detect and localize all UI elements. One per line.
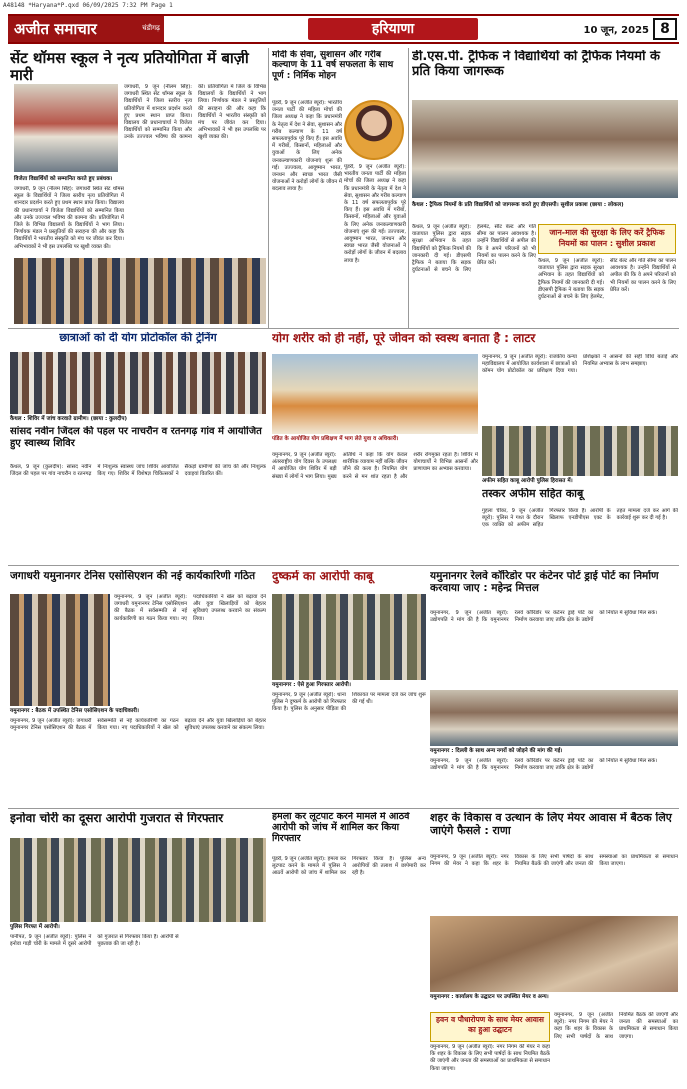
article-body: यमुनानगर, 9 जून (अजीत ब्यूरो): अंतरराष्ट्रीय योग दिवस के उपलक्ष्य में आयोजित योग शिविर में बड़ी संख्या में लोगों ने भाग लिया। मुख्य अतिथि ने कहा कि योग केवल शारीरिक व्यायाम नहीं बल्कि जीवन जीने की कला है। नियमित योग करने से मन शांत रहता है और शरीर रोगमुक्त रहता है। शिविर में योगाचार्यों ने विभिन्न आसनों और प्राणायाम का अभ्यास करवाया। (272, 452, 478, 480)
highlight-box: हवन व पौधारोपण के साथ मेयर आवास का हुआ उद्घाटन (430, 1012, 550, 1042)
article-mayor (430, 812, 678, 852)
portrait-photo (344, 100, 404, 160)
article-body: जगाधरी, 9 जून (नीलम सिंह): जगाधरी स्थित सेंट थॉमस स्कूल के विद्यार्थियों ने जिला स्तरीय नृत्य प्रतियोगिता में शानदार प्रदर्शन करते हुए प्रथम स्थान प्राप्त किया। विद्यालय की प्रधानाचार्या ने विजेता विद्यार्थियों को सम्मानित किया और उनके उज्ज्वल भविष्य की कामना की। प्रतियोगिता में जिले के विभिन्न विद्यालयों के विद्यार्थियों ने भाग लिया। निर्णायक मंडल ने प्रस्तुतियों की सराहना की और कहा कि विद्यार्थियों ने भारतीय संस्कृति को मंच पर जीवंत कर दिया। अभिभावकों ने भी इस उपलब्धि पर खुशी व्यक्त की। (124, 84, 266, 141)
headline: छात्राओं को दी योग प्रोटोकॉल की ट्रेनिंग (59, 332, 217, 344)
headline: डी.एस.पी. ट्रैफिक ने विद्यार्थियों को ट्रैफिक नियमों के प्रति किया जागरूक (412, 50, 660, 79)
photo-caption: यमुनानगर : दिल्ली के साथ अन्य नगरों को जोड़ने की मांग की गई। (430, 748, 563, 754)
misdeed-photo (272, 594, 426, 680)
article-body: यमुनानगर, 9 जून (अजीत ब्यूरो): उद्योगपति ने मांग की है कि यमुनानगर रेलवे कॉरिडोर पर कंटेनर ड्राई पोर्ट का निर्माण करवाया जाए ताकि क्षेत्र के उद्योगों को निर्यात में सुविधा मिल सके। (430, 610, 658, 624)
article-body: पूंडरी, 9 जून (अजीत ब्यूरो): भारतीय जनता पार्टी की महिला मोर्चा की जिला अध्यक्ष ने कहा कि प्रधानमंत्री के नेतृत्व में देश ने सेवा, सुशासन और गरीब कल्याण के 11 वर्ष सफलतापूर्वक पूरे किए हैं। इस अवधि में गरीबों, किसानों, महिलाओं और युवाओं के लिए अनेक जनकल्याणकारी योजनाएं शुरू की गईं। उज्ज्वला, आयुष्मान भारत, जनधन और स्वच्छ भारत जैसी योजनाओं ने करोड़ों लोगों के जीवन में बदलाव लाया है। (344, 164, 406, 264)
headline: हमला कर लूटपाट करने मामले में आठवें आरोपी को जांच में शामिल कर किया गिरफ्तार (272, 812, 410, 844)
photo-caption: यमुनानगर : कार्यालय के उद्घाटन पर उपस्थित मेयर व अन्य। (430, 994, 549, 1000)
newspaper-brand (8, 16, 164, 42)
article-opium (482, 488, 678, 506)
column-rule (408, 48, 409, 328)
article-body: पूंडरी, 9 जून (अजीत ब्यूरो): भारतीय जनता पार्टी की महिला मोर्चा की जिला अध्यक्ष ने कहा कि प्रधानमंत्री के नेतृत्व में देश ने सेवा, सुशासन और गरीब कल्याण के 11 वर्ष सफलतापूर्वक पूरे किए हैं। इस अवधि में गरीबों, किसानों, महिलाओं और युवाओं के लिए अनेक जनकल्याणकारी योजनाएं शुरू की गईं। उज्ज्वला, आयुष्मान भारत, जनधन और स्वच्छ भारत जैसी योजनाओं ने करोड़ों लोगों के जीवन में बदलाव लाया है। (272, 100, 342, 193)
article-railway (430, 570, 678, 608)
article-body: यमुनानगर, 9 जून (अजीत ब्यूरो): उद्योगपति ने मांग की है कि यमुनानगर रेलवे कॉरिडोर पर कंटेनर ड्राई पोर्ट का निर्माण करवाया जाए ताकि क्षेत्र के उद्योगों को निर्यात में सुविधा मिल सके। (430, 758, 658, 772)
headline: योग शरीर को ही नहीं, पूरे जीवन को स्वस्थ बनाता है : लाटर (272, 332, 536, 345)
column-rule (268, 48, 269, 328)
article-body: कैथल, 9 जून (अजीत ब्यूरो): यातायात पुलिस द्वारा सड़क सुरक्षा अभियान के तहत विद्यार्थियों को ट्रैफिक नियमों की जानकारी दी गई। डीएसपी ट्रैफिक ने बताया कि सड़क दुर्घटनाओं से बचने के लिए हेलमेट, सीट बेल्ट और गति सीमा का पालन आवश्यक है। उन्होंने विद्यार्थियों से अपील की कि वे अपने परिजनों को भी नियमों का पालन करने के लिए प्रेरित करें। (412, 224, 536, 274)
section-label: हरियाणा (308, 18, 478, 40)
article-body: यमुनानगर, 9 जून (अजीत ब्यूरो): नगर निगम की मेयर ने कहा कि शहर के विकास के लिए सभी पार्षदों के साथ नियमित बैठकें की जाएंगी और जनता की समस्याओं का प्राथमिकता से समाधान किया जाएगा। (430, 854, 678, 868)
headline: मोदी के सेवा, सुशासन और गरीब कल्याण के 11 वर्ष सफलता के साथ पूर्ण : निर्मिक मोहन (272, 50, 394, 81)
article-traffic (412, 50, 678, 98)
article-health (10, 426, 266, 462)
tennis-photo (10, 594, 110, 706)
protocol-photo (10, 352, 266, 414)
article-body: यमुनानगर, 9 जून (अजीत ब्यूरो): नगर निगम की मेयर ने कहा कि शहर के विकास के लिए सभी पार्षदों के साथ नियमित बैठकें की जाएंगी और जनता की समस्याओं का प्राथमिकता से समाधान किया जाएगा। (554, 1012, 678, 1040)
photo-caption: कैथल : ट्रैफिक नियमों के प्रति विद्यार्थियों को जागरूक करते हुए डीएसपी। सुशील प्रकाश (छाया : लोकल) (412, 202, 624, 208)
article-tennis (10, 570, 266, 590)
article-body: जगाधरी, 9 जून (नीलम सिंह): जगाधरी स्थित सेंट थॉमस स्कूल के विद्यार्थियों ने जिला स्तरीय नृत्य प्रतियोगिता में शानदार प्रदर्शन करते हुए प्रथम स्थान प्राप्त किया। विद्यालय की प्रधानाचार्या ने विजेता विद्यार्थियों को सम्मानित किया और उनके उज्ज्वल भविष्य की कामना की। प्रतियोगिता में जिले के विभिन्न विद्यालयों के विद्यार्थियों ने भाग लिया। निर्णायक मंडल ने प्रस्तुतियों की सराहना की और कहा कि विद्यार्थियों ने भारतीय संस्कृति को मंच पर जीवंत कर दिया। अभिभावकों ने भी इस उपलब्धि पर खुशी व्यक्त की। (14, 186, 124, 250)
mayor-event-photo (430, 916, 678, 992)
headline: शहर के विकास व उत्थान के लिए मेयर आवास में बैठक लिए जाएंगे फैसले : राणा (430, 812, 672, 837)
headline: दुष्कर्म का आरोपी काबू (272, 570, 373, 583)
traffic-awareness-photo (412, 100, 678, 198)
article-yoga (272, 332, 678, 352)
print-slug: A48148 *Haryana*P.qxd 06/09/2025 7:32 PM Page 1 (3, 2, 173, 9)
article-body: यमुनानगर, 9 जून (अजीत ब्यूरो): जगाधरी यमुनानगर टेनिस एसोसिएशन की बैठक में सर्वसम्मति से नई कार्यकारिणी का गठन किया गया। नए पदाधिकारियों ने खेल को बढ़ावा देने और युवा खिलाड़ियों को बेहतर सुविधाएं उपलब्ध करवाने का संकल्प लिया। (10, 718, 266, 732)
photo-caption: कैथल : शिविर में जांच करवाते ग्रामीण। (छाया : कुलदीप) (10, 416, 128, 422)
photo-caption: विजेता विद्यार्थियों को सम्मानित करते हुए प्रबंधक। (14, 176, 113, 182)
edition-city: चंडीगढ़ (142, 24, 160, 32)
railway-meeting-photo (430, 690, 678, 746)
training-group-photo (14, 258, 266, 324)
photo-caption: पुलिस गिरफ्त में आरोपी। (10, 924, 60, 930)
issue-date: 10 जून, 2025 (583, 25, 649, 36)
photo-caption: अफीम सहित काबू आरोपी पुलिस हिरासत में। (482, 478, 573, 484)
article-body: यमुनानगर, 9 जून (अजीत ब्यूरो): जगाधरी यमुनानगर टेनिस एसोसिएशन की बैठक में सर्वसम्मति से नई कार्यकारिणी का गठन किया गया। नए पदाधिकारियों ने खेल को बढ़ावा देने और युवा खिलाड़ियों को बेहतर सुविधाएं उपलब्ध करवाने का संकल्प लिया। (114, 594, 266, 622)
highlight-box: जान-माल की सुरक्षा के लिए करें ट्रैफिक नियमों का पालन : सुशील प्रकाश (538, 224, 676, 254)
article-body: गुहला चीका, 9 जून (अजीत ब्यूरो): पुलिस ने गश्त के दौरान एक व्यक्ति को अफीम सहित गिरफ्तार किया है। आरोपी के खिलाफ एनडीपीएस एक्ट के तहत मामला दर्ज कर आगे की कार्रवाई शुरू कर दी गई है। (482, 508, 678, 529)
article-body: यमुनानगर, 9 जून (अजीत ब्यूरो): नगर निगम की मेयर ने कहा कि शहर के विकास के लिए सभी पार्षदों के साथ नियमित बैठकें की जाएंगी और जनता की समस्याओं का प्राथमिकता से समाधान किया जाएगा। (430, 1044, 550, 1072)
headline: तस्कर अफीम सहित काबू (482, 488, 584, 500)
article-body: पूंडरी, 9 जून (अजीत ब्यूरो): हमला कर लूटपाट करने के मामले में पुलिस ने आठवें आरोपी को जांच में शामिल कर गिरफ्तार किया है। पुलिस अन्य आरोपियों की तलाश में छापेमारी कर रही है। (272, 856, 426, 877)
headline: सेंट थॉमस स्कूल ने नृत्य प्रतियोगिता में बाज़ी मारी (10, 50, 249, 85)
inverter-arrest-photo (10, 838, 266, 922)
section-rule (8, 565, 679, 566)
headline: जगाधरी यमुनानगर टेनिस एसोसिएशन की नई कार्यकारिणी गठित (10, 570, 256, 582)
photo-caption: यमुनानगर : बैठक में उपस्थित टेनिस एसोसिएशन के पदाधिकारी। (10, 708, 139, 714)
article-body: यमुनानगर, 9 जून (अजीत ब्यूरो): थाना पुलिस ने दुष्कर्म के आरोपी को गिरफ्तार किया है। पुलिस के अनुसार पीड़िता की शिकायत पर मामला दर्ज कर जांच शुरू की गई थी। (272, 692, 426, 713)
headline: यमुनानगर रेलवे कॉरिडोर पर कंटेनर पोर्ट ड्राई पोर्ट का निर्माण करवाया जाए : महेन्द्र मित्तल (430, 570, 659, 595)
article-misdeed (272, 570, 426, 592)
headline: इनोवा चोरी का दूसरा आरोपी गुजरात से गिरफ्तार (10, 812, 224, 825)
article-modi (272, 50, 406, 98)
article-body: पानीपत, 9 जून (अजीत ब्यूरो): पुलिस ने इनोवा गाड़ी चोरी के मामले में दूसरे आरोपी को गुजरात से गिरफ्तार किया है। आरोपी से पूछताछ की जा रही है। (10, 934, 179, 948)
headline: सांसद नवीन जिंदल की पहल पर नाचरौन व रतनगढ़ गांव में आयोजित हुए स्वास्थ्य शिविर (10, 426, 262, 449)
section-rule (8, 328, 679, 329)
opium-arrest-photo (482, 426, 678, 476)
section-rule (8, 808, 679, 809)
dance-photo (14, 84, 118, 172)
article-robbery (272, 812, 426, 852)
article-body: कैथल, 9 जून (कुलदीप): सांसद नवीन जिंदल की पहल पर गांव नाचरौन व रतनगढ़ में निःशुल्क स्वास्थ्य जांच शिविर आयोजित किए गए। शिविर में विशेषज्ञ चिकित्सकों ने सैकड़ों ग्रामीणों की जांच की और निःशुल्क दवाइयां वितरित कीं। (10, 464, 266, 478)
article-body: यमुनानगर, 9 जून (अजीत ब्यूरो): राजकीय कन्या महाविद्यालय में आयोजित कार्यशाला में छात्राओं को कॉमन योग प्रोटोकॉल का प्रशिक्षण दिया गया। प्रशिक्षकों ने आसनों की सही विधि बताई और नियमित अभ्यास के लाभ समझाए। (482, 354, 678, 375)
article-inverter (10, 812, 266, 836)
masthead (8, 14, 679, 44)
brand-name: अजीत समाचार (14, 20, 97, 38)
photo-caption: यमुनानगर : ऐसे हुआ गिरफ्तार आरोपी। (272, 682, 351, 688)
article-body: कैथल, 9 जून (अजीत ब्यूरो): यातायात पुलिस द्वारा सड़क सुरक्षा अभियान के तहत विद्यार्थियों को ट्रैफिक नियमों की जानकारी दी गई। डीएसपी ट्रैफिक ने बताया कि सड़क दुर्घटनाओं से बचने के लिए हेलमेट, सीट बेल्ट और गति सीमा का पालन आवश्यक है। उन्होंने विद्यार्थियों से अपील की कि वे अपने परिजनों को भी नियमों का पालन करने के लिए प्रेरित करें। (538, 258, 676, 301)
page-number: 8 (653, 18, 677, 40)
photo-caption: पंडित के आयोजित योग प्रशिक्षण में भाग लेते युवा व अधिकारी। (272, 436, 399, 442)
yoga-photo (272, 354, 478, 434)
